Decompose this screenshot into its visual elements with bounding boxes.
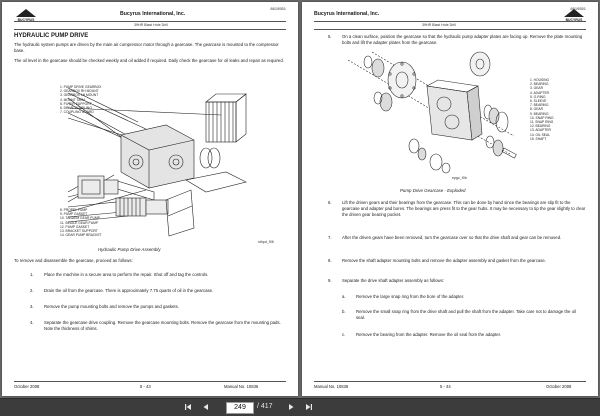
legend-item: 9. PUMP GASKET [60, 212, 88, 217]
step-number: 1. [30, 272, 34, 277]
legend-item: 14. OIL SEAL [530, 132, 551, 137]
legend-item: 2. GEARBOX RH MOUNT [60, 89, 99, 94]
substep-letter: a. [342, 294, 346, 299]
page-left [2, 2, 298, 396]
total-pages: / 417 [257, 403, 273, 410]
step-number: 3. [30, 304, 34, 309]
header-rule [14, 21, 286, 22]
legend-item: 1. HOUSING [530, 78, 550, 82]
legend-item: 3. GEAR [530, 86, 544, 91]
legend-item: 13. BRACKET SUPPORT [60, 229, 98, 234]
pump-drive-assembly-figure [16, 80, 286, 240]
step-text: Remove the shaft adapter mounting bolts and remove the adapter assembly and gasket from the gearcase. [342, 258, 546, 263]
figure-caption: Pump Drive Gearcase - Exploded [400, 188, 466, 193]
legend-item: 11. SINGLE GEAR PUMP [60, 220, 99, 225]
header-rule [14, 29, 286, 30]
next-page-icon[interactable] [286, 402, 296, 412]
doc-id: 8619551 [570, 6, 586, 11]
legend-item: 4. MOUNT SHIM [60, 97, 85, 102]
substep-text: Remove the large snap ring from the bore of the adapter. [356, 294, 465, 299]
bucyrus-logo [562, 8, 586, 22]
step-number: 5. [328, 34, 332, 39]
legend-top [60, 85, 101, 114]
svg-text:BUCYRUS: BUCYRUS [17, 18, 35, 22]
footer-manual-number: Manual No. 10836 [314, 384, 349, 389]
footer-date: October 2008 [546, 384, 572, 389]
step-number: 2. [30, 288, 34, 293]
step-text: After the driven gears have been removed, turn the gearcase over so that the drive shaft and gear can be removed. [342, 235, 562, 240]
legend-item: 6. SLEEVE [530, 99, 547, 104]
legend-item: 14. GEAR PUMP BRACKET [60, 233, 102, 238]
legend-item: 10. TANDEM GEAR PUMP [60, 216, 100, 221]
footer-rule [314, 381, 586, 382]
step-text: Separate the drive shaft adapter assembly as follows: [342, 278, 444, 283]
step-text: Lift the driven gears and their bearings from the gearcase. This can be done by hand since the bearings are slip fit to the gearcase and adapter pad bores. The bearings are press fit to the gear hubs. It may be necessary to tip the gear slightly to clear the driven gear bearing pocket. [342, 200, 586, 217]
legend-item: 1. PUMP DRIVE GEARBOX [60, 85, 102, 89]
current-page-input[interactable]: 249 [226, 402, 254, 414]
prev-page-icon[interactable] [201, 402, 211, 412]
legend-item: 5. O-RING [530, 94, 546, 99]
footer-page-number: 5 - 44 [440, 384, 451, 389]
step-number: 4. [30, 320, 34, 325]
step-number: 6. [328, 200, 332, 205]
legend-item: 7. BEARING [530, 103, 549, 108]
substep-letter: b. [342, 309, 346, 314]
section-title: HYDRAULIC PUMP DRIVE [14, 33, 89, 39]
footer-rule [14, 381, 286, 382]
legend-item: 12. PUMP GASKET [60, 224, 90, 229]
legend-bottom [60, 208, 102, 237]
legend-item: 8. PROPEL PUMP [60, 208, 88, 212]
first-page-icon[interactable] [183, 402, 193, 412]
legend-item: 6. DRIVE COUPLING [60, 106, 92, 111]
legend-item: 10. SNAP RING [530, 115, 554, 120]
legend-item: 11. SNAP RING [530, 120, 554, 125]
header-subtitle: 39HR Blast Hole Drill [422, 23, 456, 27]
legend-item: 13. ADAPTER [530, 128, 551, 133]
legend [530, 78, 554, 141]
step-text: Remove the pump mounting bolts and remove the pumps and gaskets. [44, 304, 179, 309]
step-number: 7. [328, 235, 332, 240]
page-right [302, 2, 598, 396]
intro-paragraph: The hydraulic system pumps are driven by the main air compressor motor through a gearcase. The gearcase is mounted to the compressor base. [14, 42, 279, 53]
company-name: Bucyrus International, Inc. [120, 11, 186, 17]
bucyrus-logo [14, 8, 38, 22]
footer-date: October 2008 [14, 384, 40, 389]
step-text: On a clean surface, position the gearcase so that the hydraulic pump adapter plates are facing up. Remove the plate mounting bolts and lift the adapter plates from the gearcase. [342, 34, 583, 45]
figure-caption: Hydraulic Pump Drive Assembly [98, 247, 161, 252]
legend-item: 2. BEARING [530, 82, 549, 87]
legend-item: 15. SHAFT [530, 136, 547, 141]
figure-code: epgc_f0b [452, 176, 467, 180]
legend-item: 3. GEARBOX LH MOUNT [60, 93, 99, 98]
legend-item: 5. FILTER SUPPORT [60, 101, 92, 106]
gearcase-exploded-figure [342, 50, 522, 180]
footer-page-number: 5 - 43 [140, 384, 151, 389]
legend-item: 4. ADAPTER [530, 90, 550, 95]
header-subtitle: 39HR Blast Hole Drill [134, 23, 168, 27]
step-text: Place the machine in a secure area to perform the repair. Shut off and tag the controls. [44, 272, 209, 277]
header-rule [314, 21, 586, 22]
substep-text: Remove the small snap ring from the drive shaft and pull the shaft from the adapter. Take care not to damage the oil seal. [356, 309, 576, 320]
step-number: 8. [328, 258, 332, 263]
footer-manual-number: Manual No. 10836 [224, 384, 259, 389]
procedure-intro: To remove and disassemble the gearcase, proceed as follows: [14, 258, 133, 263]
step-text: Drain the oil from the gearcase. There is approximately 7.75 quarts of oil in the gearcase. [44, 288, 214, 293]
step-number: 9. [328, 278, 332, 283]
header-rule [314, 29, 586, 30]
oil-level-paragraph: The oil level in the gearcase should be checked weekly and oil added if required. Daily check the gearcase for oil leaks and repair as required. [14, 58, 284, 63]
step-text: Separate the gearcase drive coupling. Remove the gearcase mounting bolts. Remove the gearcase from the mounting pads. Note the thickness of shims. [44, 320, 281, 331]
legend-item: 8. GEAR [530, 107, 544, 112]
legend-item: 12. BEARING [530, 124, 551, 129]
company-name: Bucyrus International, Inc. [314, 11, 380, 17]
substep-letter: c. [342, 332, 346, 337]
substep-text: Remove the bearing from the adapter. Remove the oil seal from the adapter. [356, 332, 501, 337]
last-page-icon[interactable] [304, 402, 314, 412]
figure-code: sthpd_f06 [258, 240, 274, 244]
page-navigation-toolbar [0, 398, 600, 416]
legend-item: 7. COUPLING GUARD [60, 110, 94, 115]
legend-item: 9. BEARING [530, 111, 549, 116]
svg-text:BUCYRUS: BUCYRUS [565, 18, 583, 22]
doc-id: 8619551 [270, 6, 286, 11]
